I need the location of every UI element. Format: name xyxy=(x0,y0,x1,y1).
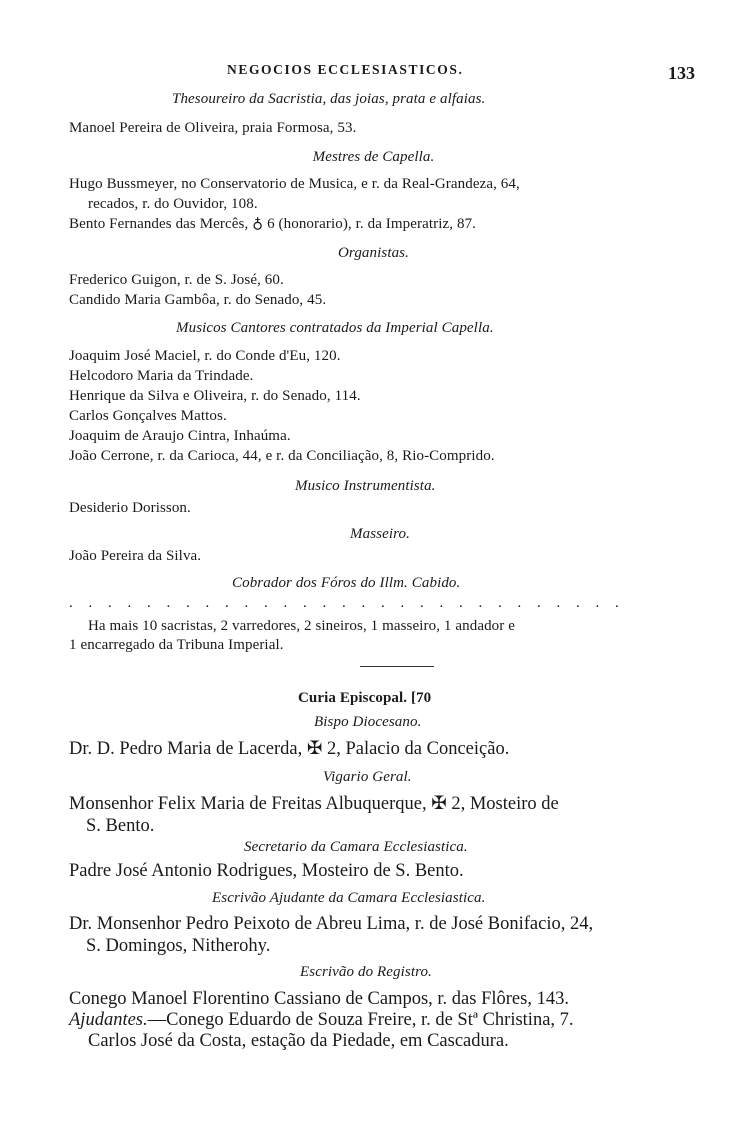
entry-line: Dr. Monsenhor Pedro Peixoto de Abreu Lima, r. de José Bonifacio, 24, xyxy=(69,914,594,934)
entry-line: Carlos José da Costa, estação da Piedade, em Cascadura. xyxy=(88,1031,509,1051)
section-heading-cobrador: Cobrador dos Fóros do Illm. Cabido. xyxy=(232,575,461,591)
entry-line: Manoel Pereira de Oliveira, praia Formosa, 53. xyxy=(69,120,357,136)
entry-line: S. Bento. xyxy=(86,816,155,836)
entry-line xyxy=(69,1011,574,1030)
ajudantes-text: —Conego Eduardo de Souza Freire, r. de Stª Christina, 7. xyxy=(147,1010,574,1030)
dot-leader: . . . . . . . . . . . . . . . . . . . . . . . . . . . . . xyxy=(69,595,625,611)
section-heading-bispo: Bispo Diocesano. xyxy=(314,714,422,730)
entry-line: Joaquim José Maciel, r. do Conde d'Eu, 120. xyxy=(69,348,341,364)
page-number: 133 xyxy=(668,63,695,83)
entry-line: S. Domingos, Nitherohy. xyxy=(86,936,271,956)
entry-line: Henrique da Silva e Oliveira, r. do Senado, 114. xyxy=(69,388,361,404)
section-heading-instrumentista: Musico Instrumentista. xyxy=(295,478,436,494)
section-heading-mestres: Mestres de Capella. xyxy=(312,149,435,165)
entry-line: Padre José Antonio Rodrigues, Mosteiro de S. Bento. xyxy=(69,861,464,881)
section-heading-organistas: Organistas. xyxy=(338,245,409,261)
entry-line: Joaquim de Araujo Cintra, Inhaúma. xyxy=(69,428,291,444)
entry-line: Hugo Bussmeyer, no Conservatorio de Musica, e r. da Real-Grandeza, 64, xyxy=(69,176,520,192)
entry-line: Desiderio Dorisson. xyxy=(69,500,191,516)
section-heading-masseiro: Masseiro. xyxy=(350,526,410,542)
section-heading-secretario: Secretario da Camara Ecclesiastica. xyxy=(244,839,468,855)
entry-line: João Cerrone, r. da Carioca, 44, e r. da Conciliação, 8, Rio-Comprido. xyxy=(69,448,495,464)
section-heading-escrivao-ajudante: Escrivão Ajudante da Camara Ecclesiastica. xyxy=(212,890,486,906)
entry-line: João Pereira da Silva. xyxy=(69,548,202,564)
entry-line: Monsenhor Felix Maria de Freitas Albuquerque, ✠ 2, Mosteiro de xyxy=(69,794,559,814)
running-header: NEGOCIOS ECCLESIASTICOS. xyxy=(227,62,464,77)
entry-line: Frederico Guigon, r. de S. José, 60. xyxy=(69,272,284,288)
entry-line: Bento Fernandes das Mercês, ♁ 6 (honorario), r. da Imperatriz, 87. xyxy=(69,216,477,232)
section-title-curia: Curia Episcopal. [70 xyxy=(298,690,432,706)
section-heading-escrivao-registro: Escrivão do Registro. xyxy=(300,964,432,980)
entry-line: Helcodoro Maria da Trindade. xyxy=(69,368,254,384)
entry-line: Dr. D. Pedro Maria de Lacerda, ✠ 2, Palacio da Conceição. xyxy=(69,739,510,759)
entry-line: Candido Maria Gambôa, r. do Senado, 45. xyxy=(69,292,327,308)
section-heading-tesoureiro: Thesoureiro da Sacristia, das joias, prata e alfaias. xyxy=(172,91,486,107)
section-divider xyxy=(360,666,434,667)
entry-line: Conego Manoel Florentino Cassiano de Campos, r. das Flôres, 143. xyxy=(69,989,569,1009)
entry-line: recados, r. do Ouvidor, 108. xyxy=(88,196,258,212)
ajudantes-label: Ajudantes. xyxy=(69,1010,148,1030)
section-heading-musicos: Musicos Cantores contratados da Imperial Capella. xyxy=(176,320,494,336)
section-heading-vigario: Vigario Geral. xyxy=(323,769,412,785)
note-line: Ha mais 10 sacristas, 2 varredores, 2 sineiros, 1 masseiro, 1 andador e xyxy=(88,618,515,634)
note-line: 1 encarregado da Tribuna Imperial. xyxy=(69,637,284,653)
entry-line: Carlos Gonçalves Mattos. xyxy=(69,408,227,424)
